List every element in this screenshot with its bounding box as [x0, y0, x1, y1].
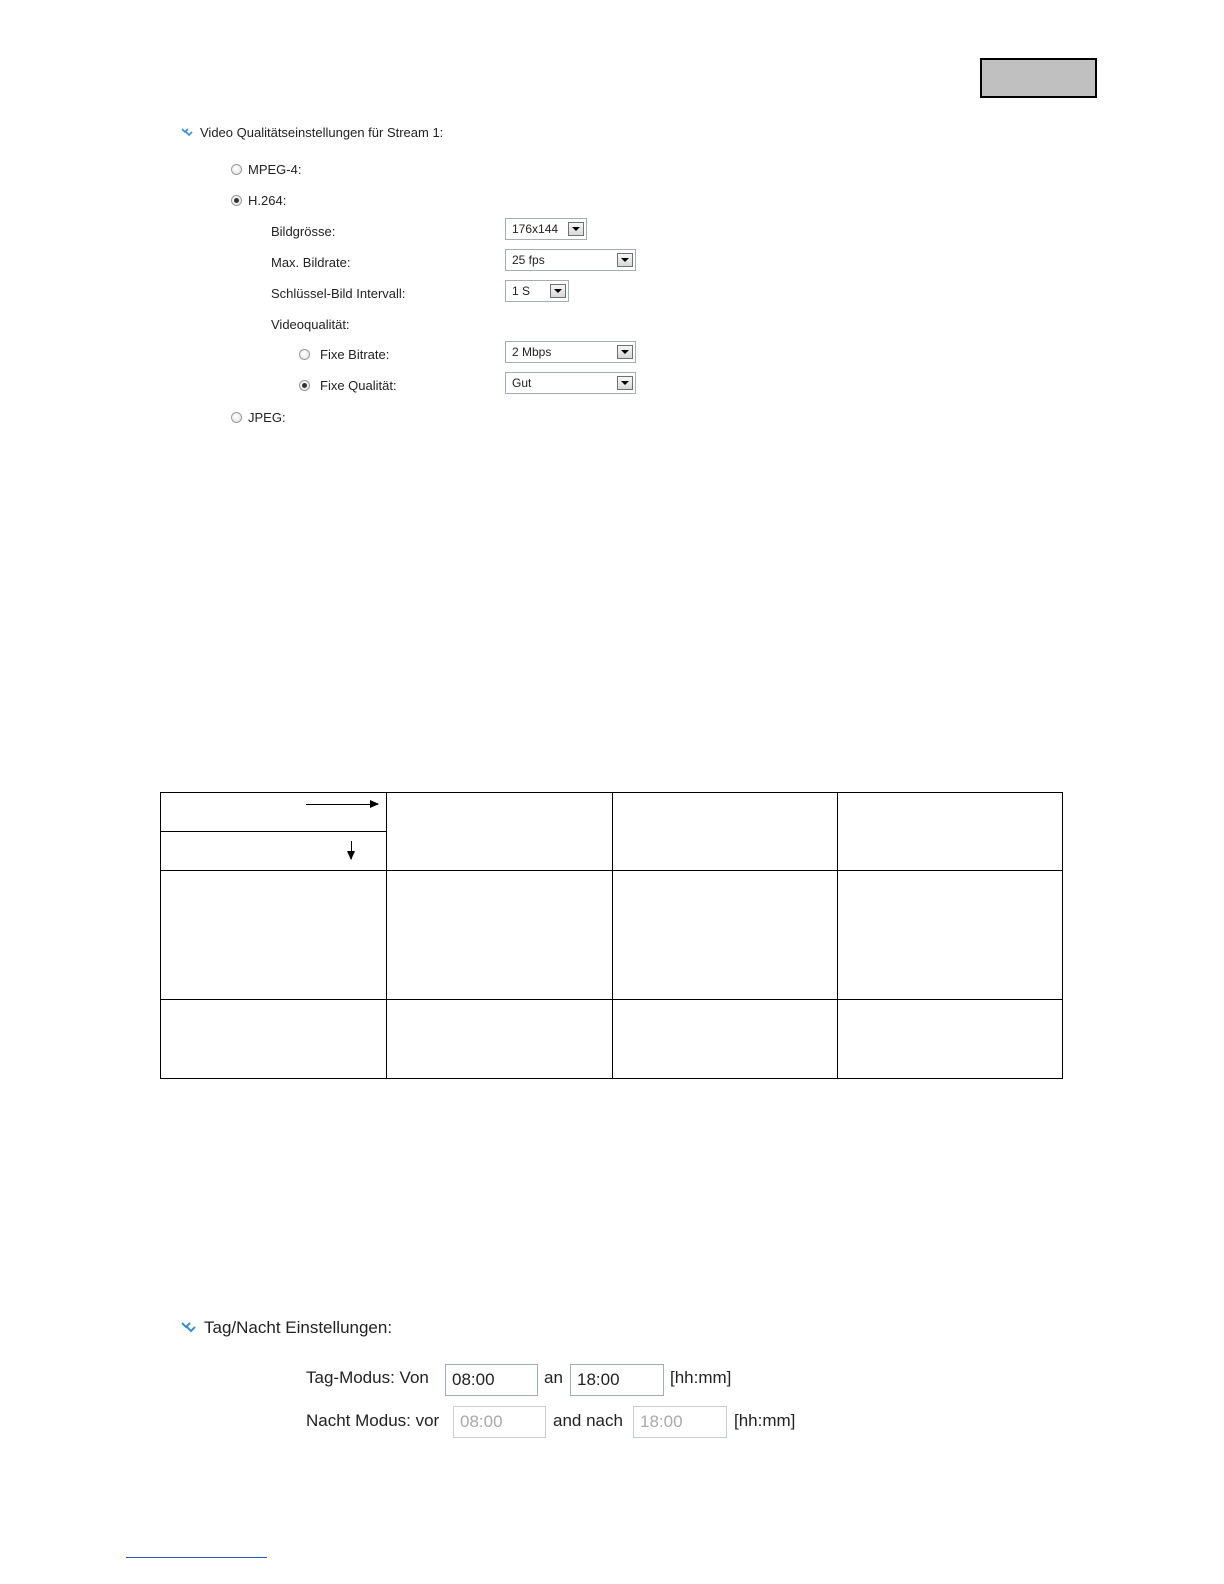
tag-nacht-section-title: Tag/Nacht Einstellungen: [204, 1318, 393, 1337]
comparison-table [160, 792, 1063, 1079]
nacht-modus-label: Nacht Modus: vor [306, 1411, 440, 1430]
mpeg4-label: MPEG-4: [248, 162, 302, 177]
tag-format-label: [hh:mm] [670, 1368, 732, 1387]
tag-to-value: 18:00 [577, 1370, 620, 1389]
table-cell [387, 871, 613, 1000]
table-cell [613, 1000, 838, 1079]
table-cell [387, 1000, 613, 1079]
bildgroesse-label: Bildgrösse: [271, 224, 336, 239]
chevron-down-icon [181, 125, 195, 140]
quality-option-fixe-qualitaet[interactable] [299, 378, 397, 393]
tag-an-label: an [544, 1368, 563, 1387]
arrow-right-icon [306, 804, 378, 805]
tag-from-value: 08:00 [452, 1370, 495, 1389]
fixe-qualitaet-radio[interactable] [299, 380, 310, 391]
fixe-bitrate-select[interactable] [505, 341, 636, 363]
dropdown-arrow-icon[interactable] [568, 222, 584, 236]
quality-option-bitrate[interactable] [299, 347, 389, 362]
nacht-before-value: 08:00 [460, 1412, 503, 1431]
fixe-bitrate-label: Fixe Bitrate: [320, 347, 390, 362]
tag-from-input[interactable] [445, 1364, 538, 1396]
codec-option-jpeg[interactable] [231, 410, 286, 425]
bildrate-label: Max. Bildrate: [271, 255, 351, 270]
video-section-header[interactable] [181, 125, 443, 140]
intervall-select[interactable] [505, 280, 569, 302]
dropdown-arrow-icon[interactable] [617, 376, 633, 390]
codec-option-mpeg4[interactable] [231, 162, 301, 177]
table-row [161, 1000, 1063, 1079]
nacht-before-input[interactable] [453, 1406, 546, 1438]
table-header-cell [838, 793, 1063, 871]
fixe-qualitaet-value: Gut [512, 376, 532, 390]
video-section-title: Video Qualitätseinstellungen für Stream 1: [200, 125, 444, 140]
table-header-cell [161, 793, 387, 832]
nacht-and-label: and nach [553, 1411, 623, 1430]
tag-to-input[interactable] [570, 1364, 664, 1396]
jpeg-radio[interactable] [231, 412, 242, 423]
mpeg4-radio[interactable] [231, 164, 242, 175]
nacht-after-value: 18:00 [640, 1412, 683, 1431]
fixe-qualitaet-select[interactable] [505, 372, 636, 394]
jpeg-label: JPEG: [248, 410, 286, 425]
chevron-down-icon [181, 1318, 199, 1338]
table-cell [838, 1000, 1063, 1079]
table-cell [161, 871, 387, 1000]
tag-modus-label: Tag-Modus: Von [306, 1368, 429, 1387]
arrow-down-icon [351, 841, 352, 859]
fixe-bitrate-value: 2 Mbps [512, 345, 552, 359]
table-row [161, 793, 1063, 832]
bildrate-value: 25 fps [512, 253, 545, 267]
bildgroesse-value: 176x144 [512, 222, 559, 236]
intervall-label: Schlüssel-Bild Intervall: [271, 286, 406, 301]
table-row [161, 871, 1063, 1000]
table-cell [613, 871, 838, 1000]
nacht-format-label: [hh:mm] [734, 1411, 796, 1430]
codec-option-h264[interactable] [231, 193, 286, 208]
nacht-after-input[interactable] [633, 1406, 727, 1438]
table-header-cell [613, 793, 838, 871]
bildrate-select[interactable] [505, 249, 636, 271]
intervall-value: 1 S [512, 284, 531, 298]
fixe-qualitaet-label: Fixe Qualität: [320, 378, 397, 393]
fixe-bitrate-radio[interactable] [299, 349, 310, 360]
videoqualitaet-label: Videoqualität: [271, 317, 350, 332]
bildgroesse-select[interactable] [505, 218, 587, 240]
tag-nacht-section-header[interactable] [181, 1318, 392, 1338]
dropdown-arrow-icon[interactable] [550, 284, 566, 298]
header-gray-box [980, 58, 1097, 98]
table-cell [161, 1000, 387, 1079]
h264-radio[interactable] [231, 195, 242, 206]
h264-label: H.264: [248, 193, 287, 208]
dropdown-arrow-icon[interactable] [617, 345, 633, 359]
table-header-cell [161, 832, 387, 871]
dropdown-arrow-icon[interactable] [617, 253, 633, 267]
table-header-cell [387, 793, 613, 871]
table-cell [838, 871, 1063, 1000]
footnote-rule [126, 1557, 267, 1558]
